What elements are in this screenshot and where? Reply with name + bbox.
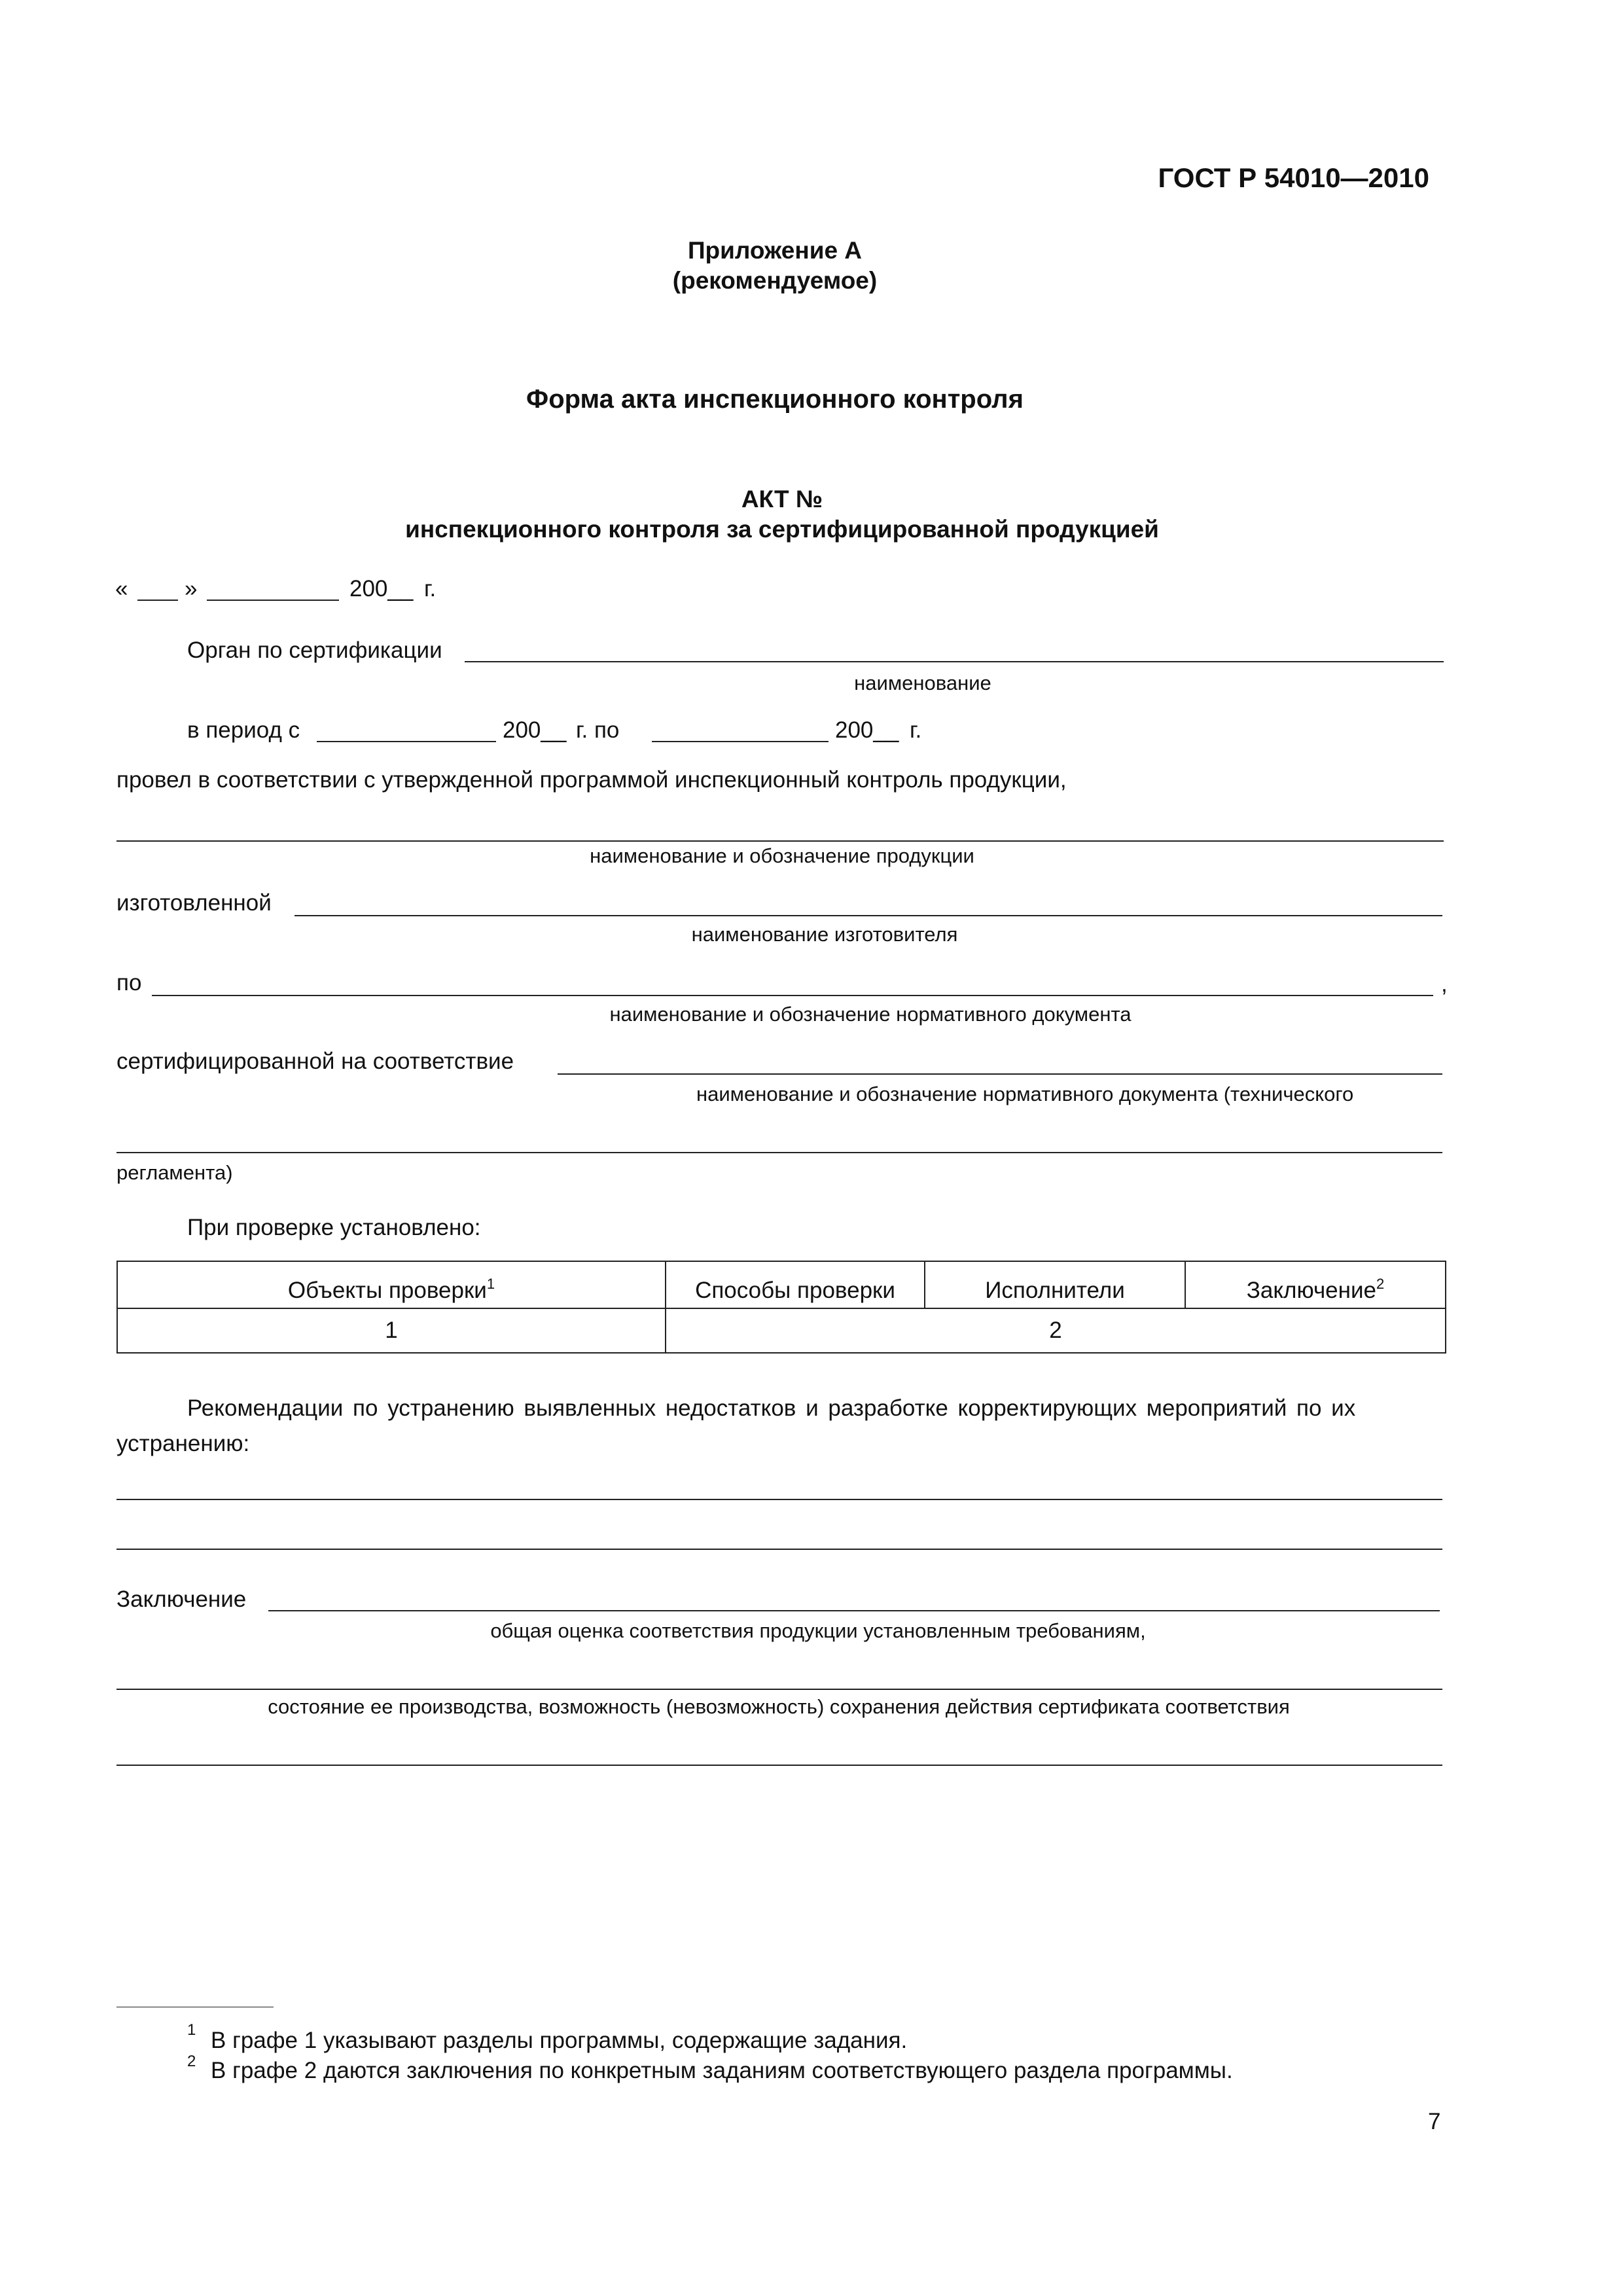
- header-executors: [925, 1261, 1185, 1308]
- cert-body-field[interactable]: [465, 661, 1444, 662]
- period-to-field[interactable]: [652, 741, 829, 742]
- period-from-field[interactable]: [317, 741, 496, 742]
- recommendations-line2: устранению:: [116, 1431, 250, 1456]
- appendix-title: Приложение А: [687, 237, 863, 264]
- manufacturer-field[interactable]: [294, 915, 1442, 916]
- normative-doc-field[interactable]: [152, 995, 1433, 996]
- footnote-2-text: В графе 2 даются заключения по конкретным заданиям соответствующего раздела программы.: [211, 2058, 1233, 2083]
- cert-body-caption: наименование: [854, 672, 991, 694]
- period-label: в период с: [187, 717, 300, 743]
- document-code: ГОСТ Р 54010—2010: [1158, 162, 1429, 193]
- day-field[interactable]: [137, 600, 178, 601]
- conclusion-field-3[interactable]: [116, 1765, 1442, 1766]
- inspection-table: [116, 1261, 1446, 1354]
- period-mid: г. по: [576, 717, 620, 743]
- footnote-1-text: В графе 1 указывают разделы программы, содержащие задания.: [211, 2028, 908, 2053]
- product-caption: наименование и обозначение продукции: [590, 844, 974, 867]
- recommendations-field-1[interactable]: [116, 1499, 1442, 1500]
- by-doc-label: по: [116, 970, 142, 996]
- manufacturer-caption: наименование изготовителя: [691, 923, 958, 946]
- header-objects-label: Объекты проверки: [287, 1278, 487, 1303]
- manufactured-label: изготовленной: [116, 890, 272, 916]
- conclusion-caption-1: общая оценка соответствия продукции установленным требованиям,: [490, 1619, 1146, 1642]
- conclusion-caption-2: состояние ее производства, возможность (невозможность) сохранения действия сертификата соответствия: [268, 1695, 1290, 1718]
- month-field[interactable]: [207, 600, 339, 601]
- quote-open: «: [115, 576, 128, 601]
- col-number-2: 2: [666, 1308, 1446, 1353]
- certified-caption: наименование и обозначение нормативного документа (технического: [696, 1083, 1354, 1105]
- conclusion-field-1[interactable]: [268, 1610, 1440, 1611]
- period-year1: 200__: [503, 717, 567, 743]
- conducted-text: провел в соответствии с утвержденной программой инспекционный контроль продукции,: [116, 767, 1067, 793]
- footnote-2-mark: 2: [187, 2053, 196, 2070]
- check-established-text: При проверке установлено:: [187, 1215, 481, 1240]
- header-conclusion: [1185, 1261, 1446, 1308]
- normative-doc-caption: наименование и обозначение нормативного документа: [609, 1003, 1132, 1026]
- header-methods: [666, 1261, 925, 1308]
- header-objects-sup: 1: [486, 1276, 495, 1292]
- certified-field[interactable]: [558, 1073, 1442, 1075]
- act-subtitle: инспекционного контроля за сертифицированной продукцией: [405, 516, 1159, 543]
- recommendations-field-2[interactable]: [116, 1549, 1442, 1550]
- certified-label: сертифицированной на соответствие: [116, 1049, 514, 1074]
- quote-close: »: [185, 576, 198, 601]
- form-title: Форма акта инспекционного контроля: [526, 385, 1024, 414]
- by-doc-comma: ,: [1441, 971, 1448, 997]
- header-methods-label: Способы проверки: [695, 1278, 895, 1303]
- col-number-1: 1: [117, 1308, 666, 1353]
- appendix-status: (рекомендуемое): [672, 267, 878, 294]
- period-year2: 200__: [835, 717, 899, 743]
- header-conclusion-sup: 2: [1376, 1276, 1385, 1292]
- footnote-1-mark: 1: [187, 2021, 196, 2039]
- conclusion-field-2[interactable]: [116, 1689, 1442, 1690]
- conclusion-label: Заключение: [116, 1587, 247, 1612]
- page-number: 7: [1428, 2109, 1441, 2134]
- certified-caption-2: регламента): [116, 1161, 233, 1184]
- header-objects: [117, 1261, 666, 1308]
- period-end: г.: [910, 717, 922, 743]
- recommendations-line1: Рекомендации по устранению выявленных недостатков и разработке корректирующих мероприятий по их: [187, 1395, 1356, 1421]
- product-field[interactable]: [116, 840, 1444, 842]
- year-text: 200__: [349, 576, 414, 601]
- act-title: АКТ №: [741, 486, 823, 512]
- header-conclusion-label: Заключение: [1246, 1278, 1376, 1303]
- header-executors-label: Исполнители: [985, 1278, 1125, 1303]
- cert-body-label: Орган по сертификации: [187, 637, 442, 663]
- year-suffix: г.: [424, 576, 437, 601]
- certified-field-2[interactable]: [116, 1152, 1442, 1153]
